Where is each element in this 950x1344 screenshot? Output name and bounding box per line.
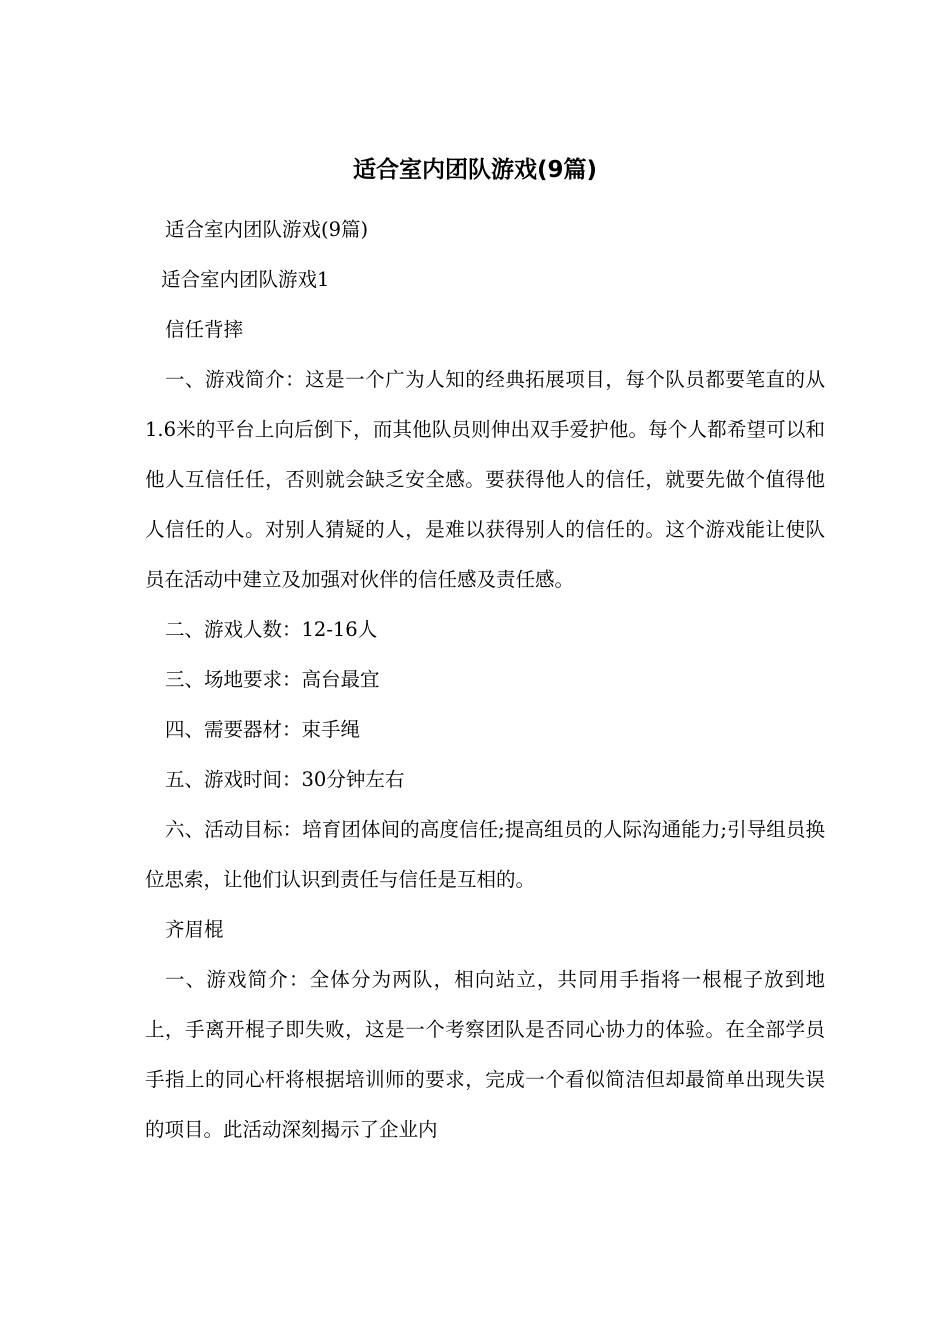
paragraph-intro-2: 一、游戏简介：全体分为两队，相向站立，共同用手指将一根棍子放到地上，手离开棍子即失败，这是一个考察团队是否同心协力的体验。在全部学员手指上的同心杆将根据培训师的要求，完成一个看似简洁但却最简单出现失误的项目。此活动深刻揭示了企业内 [145, 968, 825, 1141]
document-body [145, 205, 825, 1155]
paragraph-section-heading: 适合室内团队游戏1 [161, 268, 330, 291]
paragraph-player-count: 二、游戏人数：12-16人 [165, 618, 378, 641]
paragraph-game-name-2: 齐眉棍 [165, 918, 224, 941]
paragraph-venue: 三、场地要求：高台最宜 [165, 668, 380, 691]
paragraph-goals: 六、活动目标：培育团体间的高度信任;提高组员的人际沟通能力;引导组员换位思索，让他们认识到责任与信任是互相的。 [145, 818, 825, 891]
paragraph-intro: 一、游戏简介：这是一个广为人知的经典拓展项目，每个队员都要笔直的从1.6米的平台上向后倒下，而其他队员则伸出双手爱护他。每个人都希望可以和他人互信任任，否则就会缺乏安全感。要获得他人的信任，就要先做个值得他人信任的人。对别人猜疑的人，是难以获得别人的信任的。这个游戏能让使队员在活动中建立及加强对伙伴的信任感及责任感。 [145, 368, 825, 591]
paragraph-game-name: 信任背摔 [165, 318, 244, 341]
paragraph-duration: 五、游戏时间：30分钟左右 [165, 768, 405, 791]
paragraph-subtitle: 适合室内团队游戏(9篇) [165, 218, 369, 241]
paragraph-equipment: 四、需要器材：束手绳 [165, 718, 361, 741]
document-title: 适合室内团队游戏(9篇) [352, 157, 598, 183]
